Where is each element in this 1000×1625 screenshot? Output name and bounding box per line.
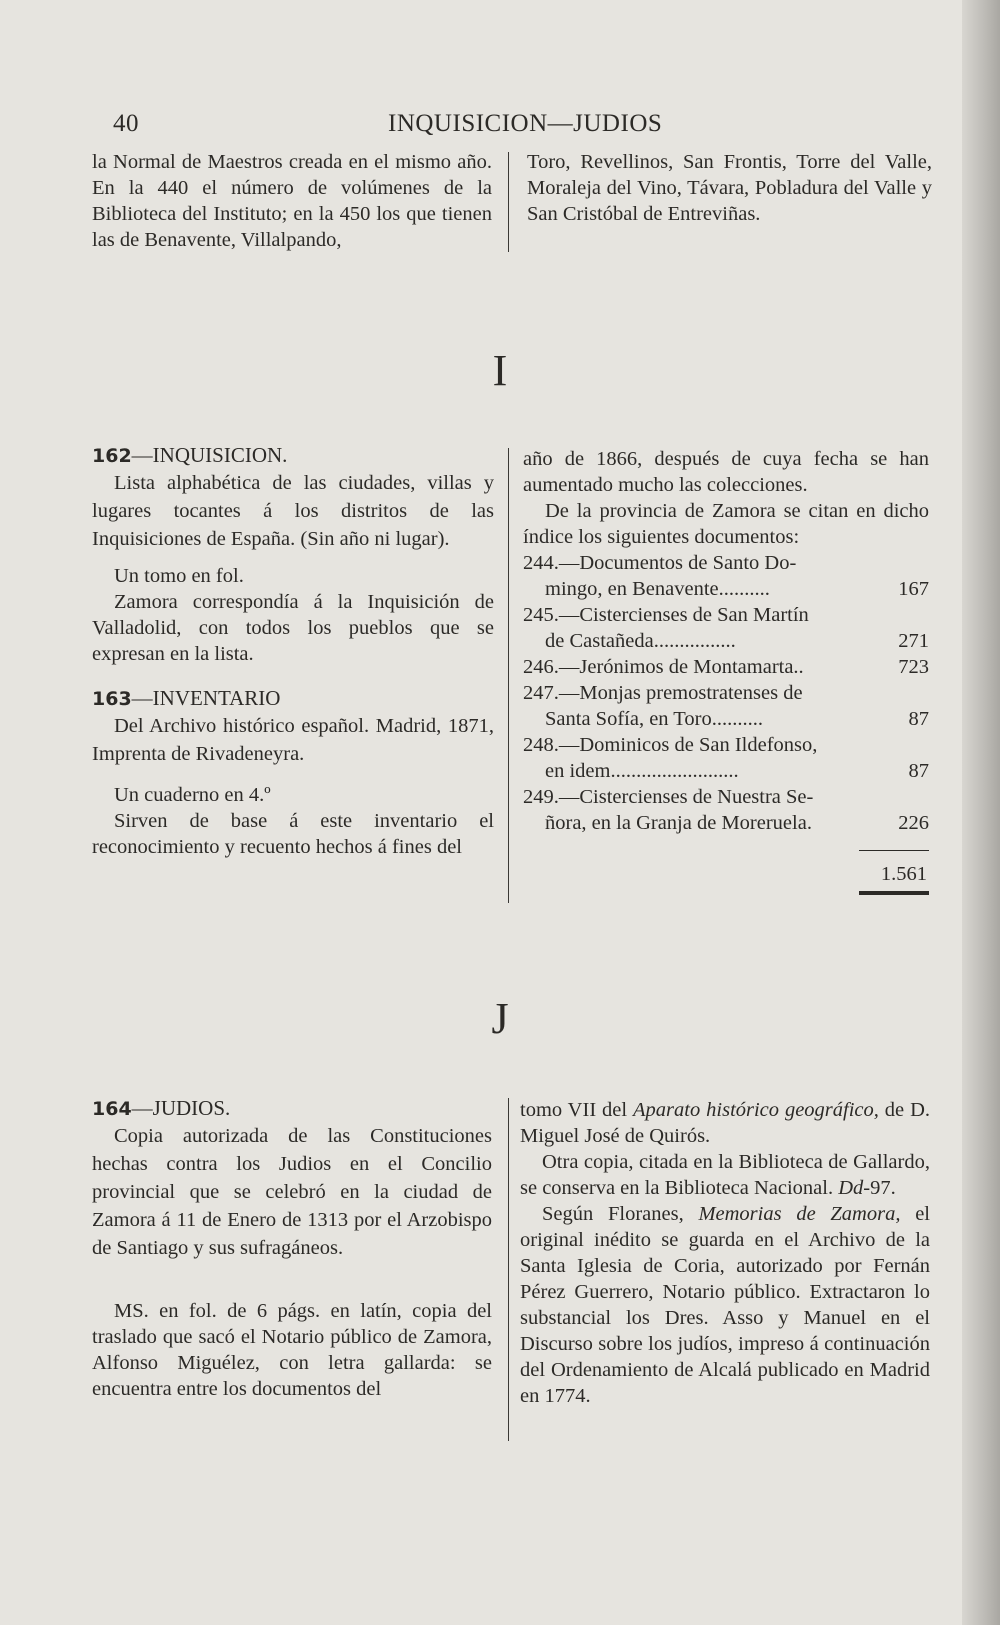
entry-164-heading: [92, 1095, 492, 1122]
document-item: [523, 602, 929, 654]
floranes-post: el original inédito se guarda en el Archivo de la Santa Iglesia de Coria, autorizado por Fernán Pérez Guerrero, Notario público. Extractaron lo substancial los Dres. Asso y Manuel en el Discurso sobre los judíos, impreso á continuación del Ordenamiento de Alcalá publicado en Madrid en 1774.: [520, 1203, 930, 1407]
entry-163-number: 163: [92, 688, 132, 710]
document-list: [523, 550, 929, 836]
document-count: 271: [898, 630, 929, 652]
entry-164-description: Copia autorizada de las Constituciones hechas contra los Judios en el Concilio provincial que se celebró en la ciudad de Zamora á 11 de Enero de 1313 por el Arzobispo de Santiago y sus sufragáneos.: [92, 1125, 492, 1259]
document-item: [523, 732, 929, 784]
column-rule-middle: [508, 448, 509, 903]
document-label-cont: ñora, en la Granja de Moreruela.: [545, 812, 812, 834]
entry-164-floranes: [520, 1201, 930, 1409]
total-double-rule: [859, 891, 929, 895]
entry-163-note: Sirven de base á este inventario el reconocimiento y recuento hechos á fines del: [92, 810, 494, 858]
entry-164-title: —JUDIOS.: [131, 1096, 231, 1120]
entry-164-number: 164: [92, 1098, 132, 1120]
cont-pre: tomo VII del: [520, 1099, 634, 1121]
document-total: 1.561: [880, 863, 927, 885]
document-label: 249.—Cistercienses de Nuestra Se-: [523, 786, 814, 808]
entry-164-other-copy: [520, 1149, 930, 1201]
right-column-entries: [523, 446, 929, 895]
top-left-paragraph: [92, 149, 492, 253]
entry-163-title: —INVENTARIO: [131, 686, 281, 710]
entry-163-heading: [92, 685, 494, 712]
top-left-text: la Normal de Maestros creada en el mismo año. En la 440 el número de volúmenes de la Biblioteca del Instituto; en la 450 los que tienen las de Benavente, Villalpando,: [92, 151, 492, 251]
document-count: 226: [898, 812, 929, 834]
total-rule: [859, 850, 929, 851]
entry-162-heading: [92, 442, 494, 469]
entry-163-description: Del Archivo histórico español. Madrid, 1871, Imprenta de Rivadeneyra.: [92, 715, 494, 765]
running-title: INQUISICION—JUDIOS: [388, 110, 663, 137]
document-label-cont: de Castañeda................: [545, 630, 736, 652]
copy-pre: Otra copia, citada en la Biblioteca de Gallardo, se conserva en la Biblioteca Nacional.: [520, 1151, 930, 1199]
entry-164-left: [92, 1095, 492, 1402]
entry-162-description: Lista alphabética de las ciudades, villas y lugares tocantes á los distritos de las Inquisiciones de España. (Sin año ni lugar).: [92, 472, 494, 550]
entry-162-format: Un tomo en fol.: [114, 565, 244, 587]
document-count: 87: [908, 708, 929, 730]
document-label: 247.—Monjas premostratenses de: [523, 682, 803, 704]
left-column-entries: [92, 442, 494, 860]
entry-163-format: Un cuaderno en 4.º: [114, 784, 271, 806]
section-letter-i: I: [492, 346, 508, 395]
entry-162-title: —INQUISICION.: [131, 443, 288, 467]
document-label-cont: mingo, en Benavente..........: [545, 578, 770, 600]
entry-163-continuation: año de 1866, después de cuya fecha se han aumentado mucho las colecciones.: [523, 448, 929, 496]
document-count: 87: [908, 760, 929, 782]
page-number: 40: [113, 110, 139, 137]
section-letter-j: J: [491, 994, 509, 1043]
page-edge-shadow: [962, 0, 1000, 1625]
entry-162-note: Zamora correspondía á la Inquisición de Valladolid, con todos los pueblos que se expresan en la lista.: [92, 591, 494, 665]
top-right-paragraph: [527, 149, 932, 227]
document-label: 244.—Documentos de Santo Do-: [523, 552, 797, 574]
entry-164-continuation: [520, 1097, 930, 1149]
document-item: [523, 550, 929, 602]
document-item: [523, 784, 929, 836]
floranes-title: Memorias de Zamora,: [698, 1203, 901, 1225]
cont-title: Aparato histórico geográfico,: [633, 1099, 879, 1121]
entry-164-ms: MS. en fol. de 6 págs. en latín, copia del traslado que sacó el Notario público de Zamora, Alfonso Miguélez, con letra gallarda: se encuentra entre los documentos del: [92, 1300, 492, 1400]
document-label: 246.—Jerónimos de Montamarta..: [523, 656, 804, 678]
document-label: 248.—Dominicos de San Ildefonso,: [523, 734, 818, 756]
document-label-cont: Santa Sofía, en Toro..........: [545, 708, 763, 730]
cont-post: de D. Miguel José de Quirós.: [520, 1099, 930, 1147]
floranes-pre: Según Floranes,: [542, 1203, 699, 1225]
column-rule-bottom: [508, 1098, 509, 1441]
top-right-text: Toro, Revellinos, San Frontis, Torre del Valle, Moraleja del Vino, Távara, Pobladura del Valle y San Cristóbal de Entreviñas.: [527, 151, 932, 225]
entry-163-province-note: De la provincia de Zamora se citan en dicho índice los siguientes documentos:: [523, 500, 929, 548]
document-item: [523, 654, 929, 680]
document-label-cont: en idem.........................: [545, 760, 739, 782]
entry-162-number: 162: [92, 445, 132, 467]
document-label: 245.—Cistercienses de San Martín: [523, 604, 809, 626]
document-count: 167: [898, 578, 929, 600]
copy-post: -97.: [863, 1177, 896, 1199]
document-count: 723: [898, 656, 929, 678]
entry-164-right: [520, 1097, 930, 1409]
column-rule-top: [508, 152, 509, 252]
copy-signature: Dd: [838, 1177, 864, 1199]
document-item: [523, 680, 929, 732]
